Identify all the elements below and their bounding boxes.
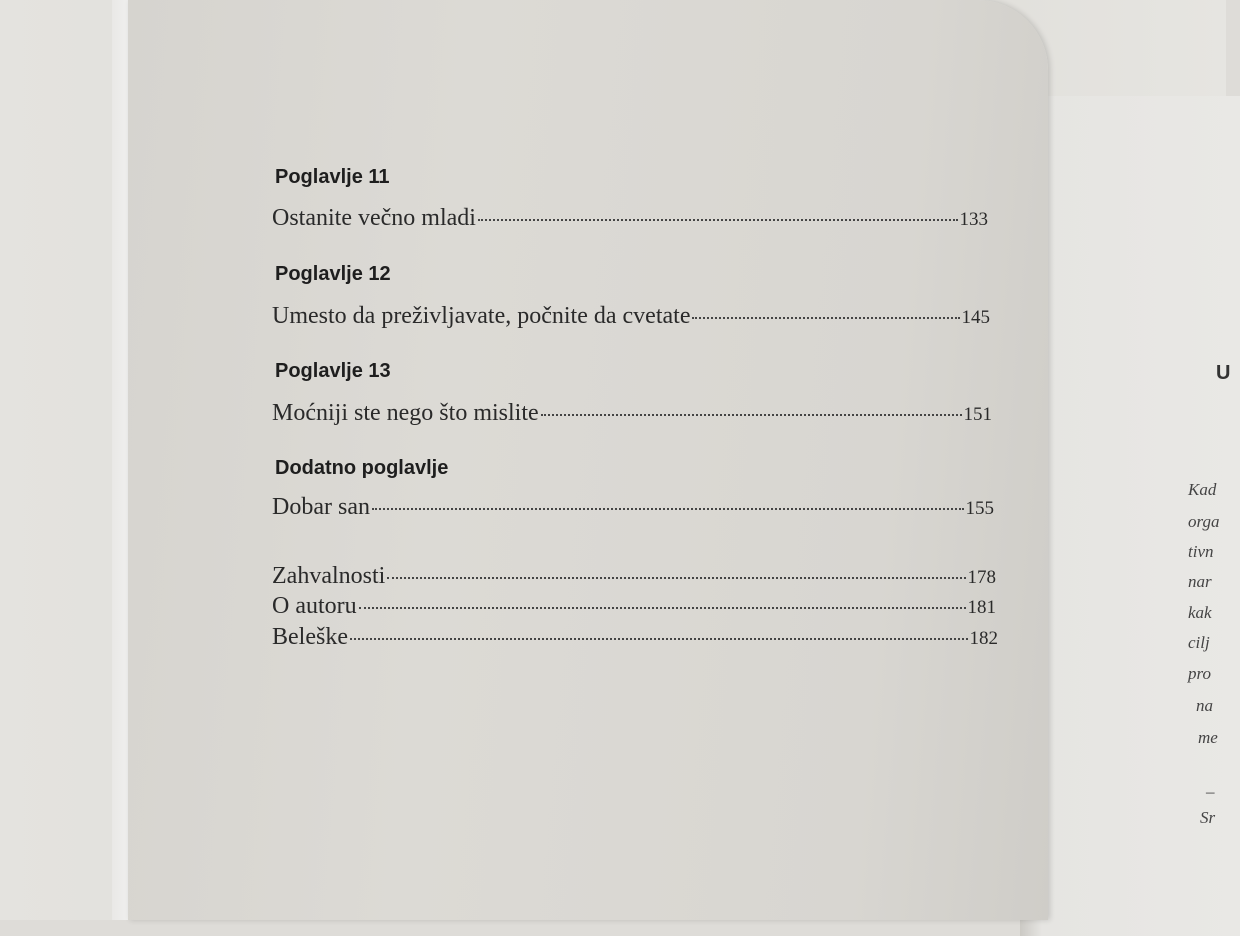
right-page-heading: U <box>1216 362 1231 384</box>
right-page-line: orga <box>1188 512 1220 531</box>
toc-entry <box>272 205 988 235</box>
toc-entry-page: 145 <box>961 307 990 328</box>
toc-leader-dots <box>692 317 959 319</box>
toc-leader-dots <box>541 414 962 416</box>
right-page-line: – <box>1206 782 1215 801</box>
toc-entry <box>272 593 996 623</box>
toc-entry-page: 178 <box>967 567 996 588</box>
chapter-heading: Poglavlje 11 <box>275 166 390 188</box>
chapter-heading: Poglavlje 12 <box>275 263 391 285</box>
toc-entry <box>272 303 990 333</box>
right-page-line: tivn <box>1188 542 1214 561</box>
right-page-line: na <box>1196 696 1213 715</box>
toc-entry-page: 155 <box>965 498 994 519</box>
toc-entry-page: 182 <box>969 628 998 649</box>
right-page-line: Sr <box>1200 808 1216 827</box>
toc-entry-title: Zahvalnosti <box>272 563 386 589</box>
toc-entry <box>272 624 998 654</box>
toc-entry-title: Ostanite večno mladi <box>272 205 476 231</box>
toc-entry-page: 181 <box>967 597 996 618</box>
chapter-heading: Dodatno poglavlje <box>275 457 449 479</box>
toc-entry-title: Umesto da preživljavate, počnite da cvetate <box>272 303 691 329</box>
toc-entry-title: O autoru <box>272 593 357 619</box>
toc-entry-title: Dobar san <box>272 494 370 520</box>
toc-entry <box>272 494 994 524</box>
toc-entry-title: Beleške <box>272 624 348 650</box>
toc-leader-dots <box>359 607 966 609</box>
right-page-line: pro <box>1188 664 1211 683</box>
chapter-heading: Poglavlje 13 <box>275 360 391 382</box>
toc-entry-page: 133 <box>959 209 988 230</box>
toc-leader-dots <box>350 638 968 640</box>
right-page-line: Kad <box>1188 480 1217 499</box>
right-page-line: me <box>1198 728 1218 747</box>
right-page-line: kak <box>1188 603 1212 622</box>
toc-leader-dots <box>387 577 965 579</box>
toc-entry-title: Moćniji ste nego što mislite <box>272 400 539 426</box>
right-page-line: cilj <box>1188 633 1210 652</box>
toc-entry <box>272 400 992 430</box>
right-page-line: nar <box>1188 572 1212 591</box>
left-page <box>128 0 1048 920</box>
toc-leader-dots <box>478 219 958 221</box>
toc-leader-dots <box>372 508 964 510</box>
toc-entry <box>272 563 996 593</box>
toc-entry-page: 151 <box>963 404 992 425</box>
